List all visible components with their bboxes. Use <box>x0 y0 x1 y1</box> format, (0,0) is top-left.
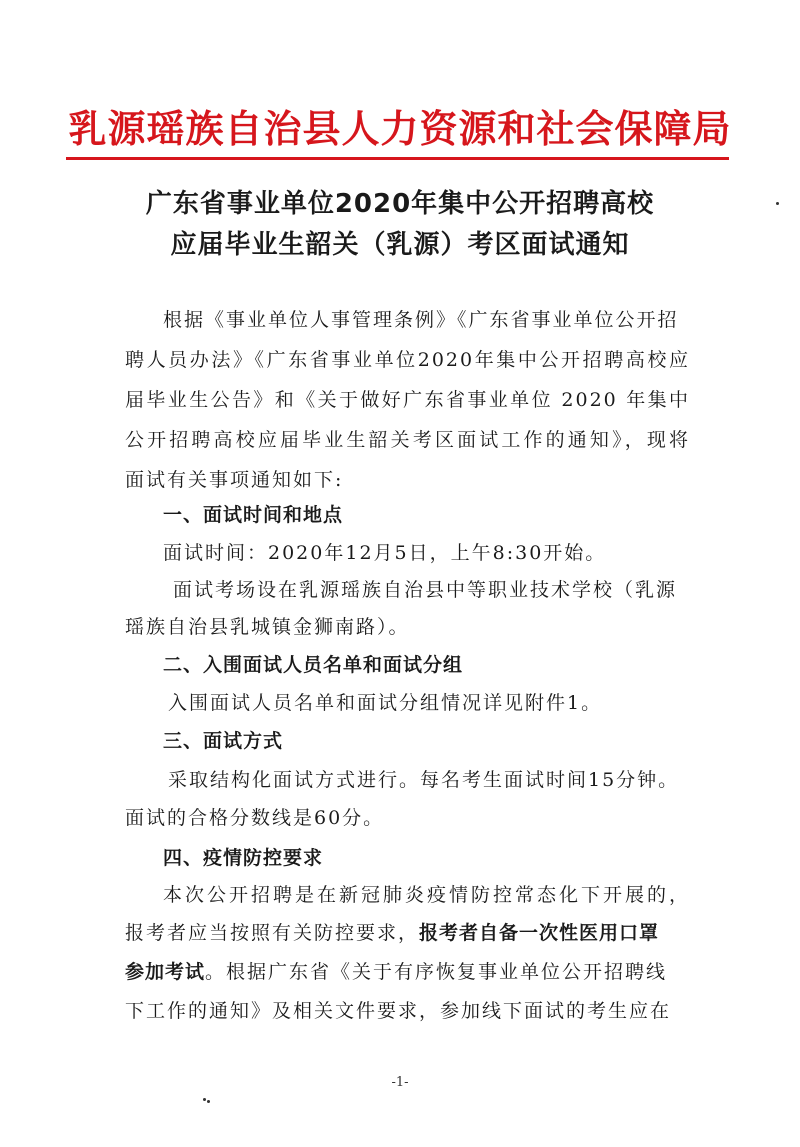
scan-speck <box>776 202 779 205</box>
document-title-line-1: 广东省事业单位2020年集中公开招聘高校 <box>145 189 655 219</box>
section-4-line-2-regular: 报考者应当按照有关防控要求， <box>125 922 420 944</box>
section-3-line-2: 面试的合格分数线是60分。 <box>125 807 385 829</box>
intro-line-4: 公开招聘高校应届毕业生韶关考区面试工作的通知》，现将 <box>125 429 690 451</box>
section-heading-1: 一、面试时间和地点 <box>163 504 344 526</box>
section-4-line-2-bold: 报考者自备一次性医用口罩 <box>419 922 660 944</box>
letterhead-red-rule <box>66 157 729 160</box>
section-4-line-3 <box>125 957 690 984</box>
document-title-line-2: 应届毕业生韶关（乳源）考区面试通知 <box>170 230 630 260</box>
section-4-line-3-bold: 参加考试 <box>125 961 206 983</box>
section-2-line-1: 入围面试人员名单和面试分组情况详见附件1。 <box>168 692 603 714</box>
section-heading-4: 四、疫情防控要求 <box>163 847 324 869</box>
scan-speck <box>207 1100 210 1103</box>
intro-line-2: 聘人员办法》《广东省事业单位2020年集中公开招聘高校应 <box>125 349 690 371</box>
section-1-line-1: 面试时间：2020年12月5日，上午8:30开始。 <box>163 542 607 564</box>
section-heading-3: 三、面试方式 <box>163 730 284 752</box>
section-4-line-1: 本次公开招聘是在新冠肺炎疫情防控常态化下开展的， <box>163 884 690 906</box>
section-4-line-4: 下工作的通知》及相关文件要求，参加线下面试的考生应在 <box>125 1000 672 1022</box>
section-1-line-3: 瑶族自治县乳城镇金狮南路）。 <box>125 616 410 638</box>
page-number: -1- <box>391 1075 409 1090</box>
section-1-line-2: 面试考场设在乳源瑶族自治县中等职业技术学校（乳源 <box>173 579 678 601</box>
intro-line-1: 根据《事业单位人事管理条例》《广东省事业单位公开招 <box>163 309 679 331</box>
section-4-line-2 <box>125 918 690 945</box>
section-heading-2: 二、入围面试人员名单和面试分组 <box>163 654 464 676</box>
intro-line-3: 届毕业生公告》和《关于做好广东省事业单位 2020 年集中 <box>125 389 690 411</box>
section-3-line-1: 采取结构化面试方式进行。每名考生面试时间15分钟。 <box>168 769 680 791</box>
section-4-line-3-regular: 。根据广东省《关于有序恢复事业单位公开招聘线 <box>205 961 668 983</box>
scan-speck <box>203 1098 206 1101</box>
intro-line-5: 面试有关事项通知如下: <box>125 469 344 491</box>
letterhead-org-name: 乳源瑶族自治县人力资源和社会保障局 <box>68 107 732 151</box>
